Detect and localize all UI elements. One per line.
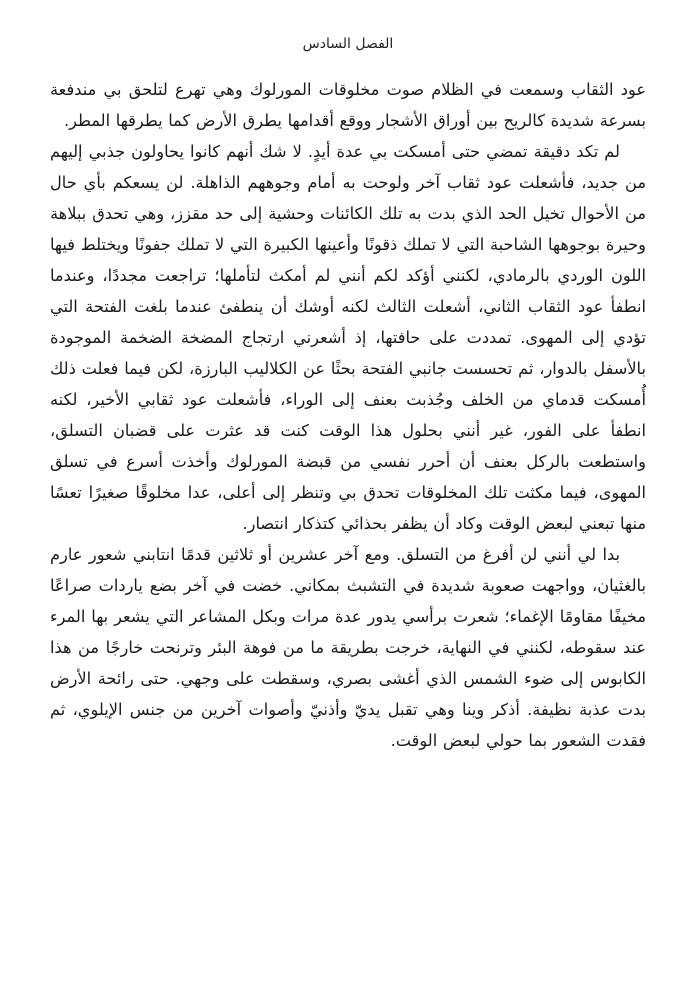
paragraph-1: عود الثقاب وسمعت في الظلام صوت مخلوقات المورلوك وهي تهرع لتلحق بي مندفعة بسرعة شديدة كالريح بين أوراق الأشجار ووقع أقدامها يطرق الأرض كما يطرقها المطر. xyxy=(50,80,646,130)
chapter-title: الفصل السادس xyxy=(302,36,394,52)
paragraph-3: بدا لي أنني لن أفرغ من التسلق. ومع آخر عشرين أو ثلاثين قدمًا انتابني شعور عارم بالغثيان، وواجهت صعوبة شديدة في التشبث بمكاني. خضت في آخر بضع ياردات صراعًا مخيفًا مقاومًا الإغماء؛ شعرت برأسي يدور عدة مرات وبكل المشاعر التي يشعر بها المرء عند سقوطه، لكنني في النهاية، خرجت بطريقة ما من فوهة البئر وترنحت خارجًا من هذا الكابوس إلى ضوء الشمس الذي أغشى بصري، وسقطت على وجهي. حتى رائحة الأرض بدت عذبة نظيفة. أذكر وينا وهي تقبل يديّ وأذنيّ وأصوات آخرين من جنس الإيلوي، ثم فقدت الشعور بما حولي لبعض الوقت. xyxy=(50,545,646,750)
paragraph-2: لم تكد دقيقة تمضي حتى أمسكت بي عدة أيدٍ. لا شك أنهم كانوا يحاولون جذبي إليهم من جديد، فأشعلت عود ثقاب آخر ولوحت به أمام وجوههم الذاهلة. لن يسعكم بأي حال من الأحوال تخيل الحد الذي بدت به تلك الكائنات وحشية إلى حد مقزز، وهي تحدق ببلاهة وحيرة بوجوهها الشاحبة التي لا تملك ذقونًا وأعينها الكبيرة التي لا تملك جفونًا ويختلط فيها اللون الوردي بالرمادي، لكنني أؤكد لكم أنني لم أمكث لتأملها؛ تراجعت مجددًا، وعندما انطفأ عود الثقاب الثاني، أشعلت الثالث لكنه أوشك أن ينطفئ عندما بلغت الفتحة التي تؤدي إلى المهوى. تمددت على حافتها، إذ أشعرني ارتجاج المضخة الضخمة الموجودة بالأسفل بالدوار، ثم تحسست جانبي الفتحة بحثًا عن الكلاليب البارزة، لكن فيما فعلت ذلك أُمسكت قدماي من الخلف وجُذبت بعنف إلى الوراء، فأشعلت عود ثقابي الأخير، لكنه انطفأ على الفور، غير أنني بحلول هذا الوقت كنت قد عثرت على قضبان التسلق، واستطعت بالركل بعنف أن أحرر نفسي من قبضة المورلوك وأخذت أسرع في تسلق المهوى، فيما مكثت تلك المخلوقات تحدق بي وتنظر إلى أعلى، عدا مخلوقًا صغيرًا تعسًا منها تبعني لبعض الوقت وكاد أن يظفر بحذائي كتذكار انتصار. xyxy=(50,142,646,533)
